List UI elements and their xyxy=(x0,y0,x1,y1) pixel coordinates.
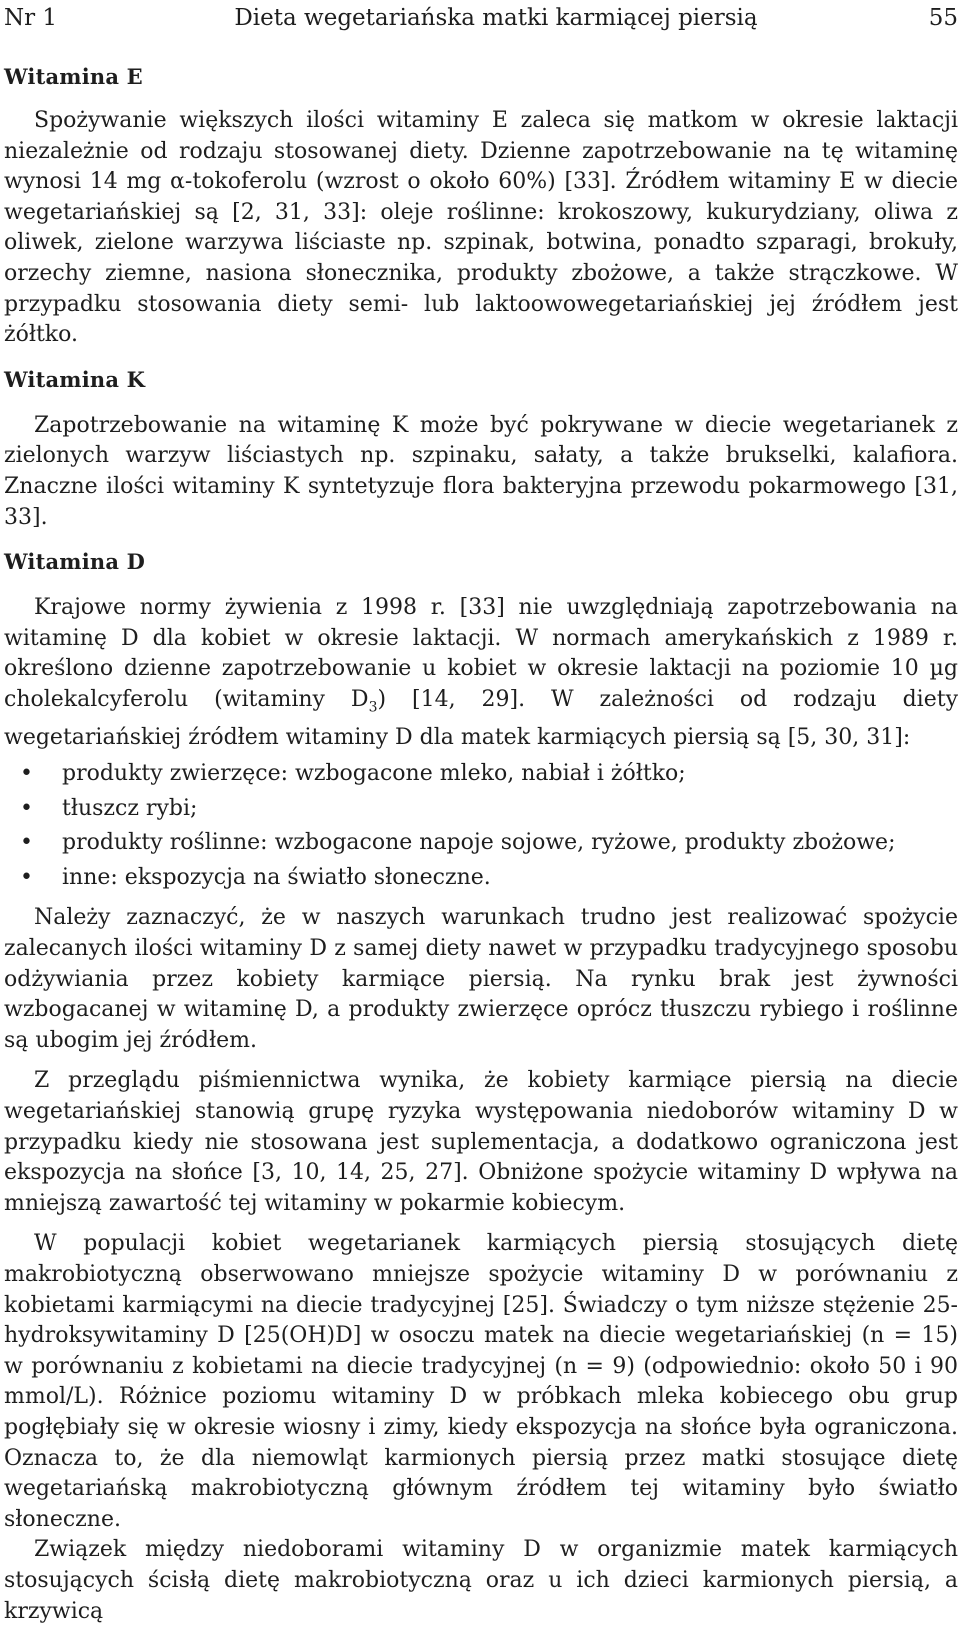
list-item: • inne: ekspozycja na światło słoneczne. xyxy=(4,861,958,896)
intro-text-cont: ) [14, 29]. W zależności od rodzaju diety wegetariańskiej źródłem witaminy D dla matek karmiących piersią są [5, 30, 31]: xyxy=(4,686,959,750)
paragraph: Z przeglądu piśmiennictwa wynika, że kobiety karmiące piersią na diecie wegetariańskiej stanowią grupę ryzyka występowania niedoborów witaminy D w przypadku kiedy nie stosowana jest suplementacja, a dodatkowo ograniczona jest ekspozycja na słońce [3, 10, 14, 25, 27]. Obniżone spożycie witaminy D wpływa na mniejszą zawartość tej witaminy w pokarmie kobiecym. xyxy=(4,1068,958,1216)
paragraph: Zapotrzebowanie na witaminę K może być pokrywane w diecie wegetarianek z zielonych warzyw liściastych np. szpinaku, sałaty, a także brukselki, kalafiora. Znaczne ilości witaminy K syntetyzuje flora bakteryjna przewodu pokarmowego [31, 33]. xyxy=(4,412,958,530)
paragraph-intro xyxy=(4,593,958,753)
running-title: Dieta wegetariańska matki karmiącej piersią xyxy=(234,5,758,31)
paragraph: Należy zaznaczyć, że w naszych warunkach trudno jest realizować spożycie zalecanych ilości witaminy D z samej diety nawet w przypadku tradycyjnego sposobu odżywiania przez kobiety karmiące piersią. Na rynku brak jest żywności wzbogacanej w witaminę D, a produkty zwierzęce oprócz tłuszczu rybiego i roślinne są ubogim jej źródłem. xyxy=(4,905,958,1053)
list-item: • tłuszcz rybi; xyxy=(4,792,958,827)
paragraph: Związek między niedoborami witaminy D w organizmie matek karmiących stosujących ścisłą dietę makrobiotyczną oraz u ich dzieci karmionych piersią, a krzywicą xyxy=(4,1537,958,1624)
paragraph: W populacji kobiet wegetarianek karmiących piersią stosujących dietę makrobiotyczną obserwowano mniejsze spożycie witaminy D w porównaniu z kobietami karmiącymi na diecie tradycyjnej [25]. Świadczy o tym niższe stężenie 25-hydroksywitaminy D [25(OH)D] w osoczu matek na diecie wegetariańskiej (n = 15) w porównaniu z kobietami na diecie tradycyjnej (n = 9) (odpowiednio: około 50 i 90 mmol/L). Różnice poziomu witaminy D w próbkach mleka kobiecego obu grup pogłębiały się w okresie wiosny i zimy, kiedy ekspozycja na słońce była ograniczona. Oznacza to, że dla niemowląt karmionych piersią przez matki stosujące dietę wegetariańską makrobiotyczną głównym źródłem tej witaminy było światło słoneczne. xyxy=(4,1231,958,1532)
list-item: • produkty roślinne: wzbogacone napoje sojowe, ryżowe, produkty zbożowe; xyxy=(4,826,958,861)
section-heading-vitamin-e: Witamina E xyxy=(4,64,143,89)
section-heading-vitamin-d: Witamina D xyxy=(4,549,146,575)
list-item: • produkty zwierzęce: wzbogacone mleko, nabiał i żółtko; xyxy=(4,757,958,792)
subscript: 3 xyxy=(368,699,378,716)
article-body xyxy=(4,62,958,1627)
vitamin-d-sources-list xyxy=(4,757,958,895)
intro-text: Krajowe normy żywienia z 1998 r. [33] nie uwzględniają zapotrzebowania na witaminę D dla kobiet w okresie laktacji. W normach amerykańskich z 1989 r. określono dzienne zapotrzebowanie u kobiet w okresie laktacji na poziomie 10 µg cholekalcyferolu (witaminy D xyxy=(4,595,958,712)
paragraph: Spożywanie większych ilości witaminy E zaleca się matkom w okresie laktacji niezależnie od rodzaju stosowanej diety. Dzienne zapotrzebowanie na tę witaminę wynosi 14 mg α-tokoferolu (wzrost o około 60%) [33]. Źródłem witaminy E w diecie wegetariańskiej są [2, 31, 33]: oleje roślinne: krokoszowy, kukurydziany, oliwa z oliwek, zielone warzywa liściaste np. szpinak, botwina, ponadto szparagi, brokuły, orzechy ziemne, nasiona słonecznika, produkty zbożowe, a także strączkowe. W przypadku stosowania diety semi- lub laktoowowegetariańskiej jej źródłem jest żółtko. xyxy=(4,108,958,348)
section-heading-vitamin-k: Witamina K xyxy=(4,366,146,392)
issue-number: Nr 1 xyxy=(4,5,58,31)
page-number: 55 xyxy=(928,5,958,31)
running-header xyxy=(4,0,958,36)
